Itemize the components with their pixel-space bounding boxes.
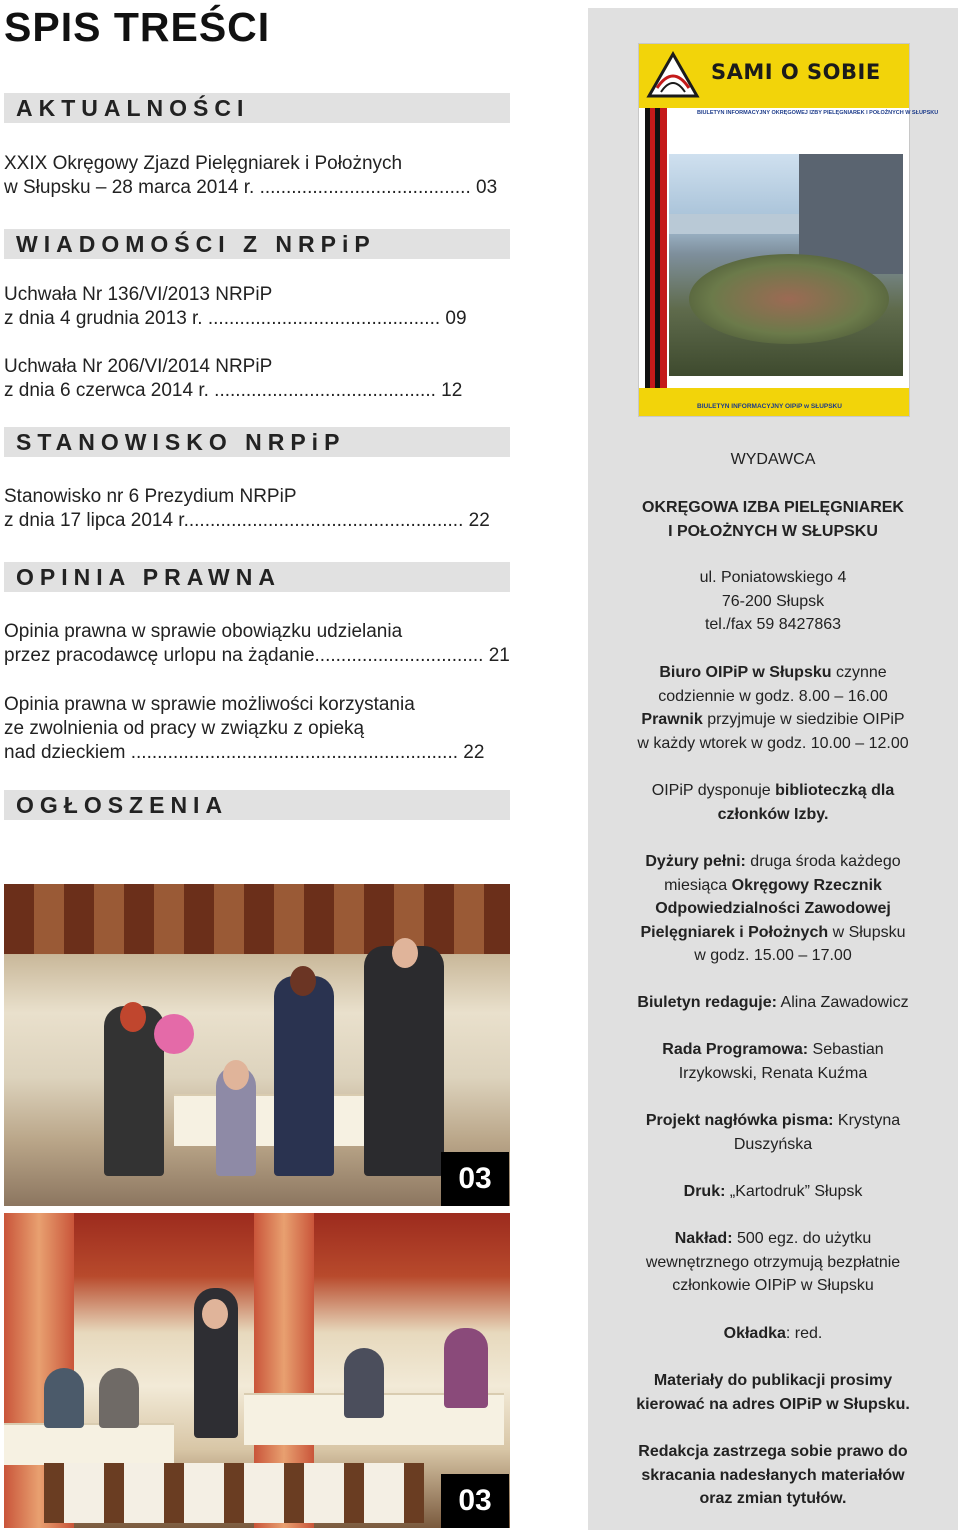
header-design-label: Projekt nagłówka pisma: <box>645 1112 834 1129</box>
lawyer-text: przyjmuje w siedzibie OIPiP <box>702 711 905 728</box>
toc-entry[interactable] <box>4 620 510 668</box>
cover-footer <box>639 388 909 416</box>
toc-entry-line: Uchwała Nr 206/VI/2014 NRPiP <box>4 356 273 377</box>
toc-entry-line: z dnia 6 czerwca 2014 r. .......................................... 12 <box>4 380 463 401</box>
office-hours-line <box>600 661 946 685</box>
phone-line[interactable]: tel./fax 59 8427863 <box>704 616 842 633</box>
duty-text: w Słupsku <box>828 923 906 941</box>
event-photo-1 <box>4 884 510 1206</box>
print-label: Druk: <box>683 1183 726 1200</box>
cover-text: : red. <box>785 1325 823 1342</box>
publisher-label-text: WYDAWCA <box>730 451 816 468</box>
lawyer-label: Prawnik <box>641 711 703 728</box>
office-hours <box>600 661 946 755</box>
building <box>669 214 799 234</box>
editor-note <box>600 991 946 1015</box>
materials-note <box>600 1369 946 1416</box>
cover-title: SAMI O SOBIE <box>711 60 881 84</box>
office-hours-time: codziennie w godz. 8.00 – 16.00 <box>658 687 888 705</box>
section-header-ogloszenia: OGŁOSZENIA <box>4 790 510 820</box>
lawyer-line <box>600 708 946 732</box>
library-bold: członków Izby. <box>717 805 829 823</box>
head <box>202 1299 228 1329</box>
chairs <box>44 1463 424 1523</box>
head <box>392 938 418 968</box>
toc-entry-line: nad dzieckiem .............................................................. 22 <box>4 742 485 763</box>
toc-entry-line: z dnia 4 grudnia 2013 r. ............................................ 09 <box>4 308 467 329</box>
duty-hours: w godz. 15.00 – 17.00 <box>694 947 852 964</box>
address-line: ul. Poniatowskiego 4 <box>699 569 847 586</box>
toc-entry-line: w Słupsku – 28 marca 2014 r. ........................................ 03 <box>4 177 498 198</box>
bulletin-cover <box>638 43 939 417</box>
toc-entry-line: z dnia 17 lipca 2014 r..................................................... 22 <box>4 510 490 531</box>
header-design-note <box>600 1109 946 1156</box>
duty-bold: Okręgowy Rzecznik <box>731 876 882 894</box>
person <box>444 1328 488 1408</box>
flowers <box>154 1014 194 1054</box>
cover-stripes <box>645 108 667 408</box>
header-design-name: Duszyńska <box>733 1135 813 1153</box>
council-label: Rada Programowa: <box>662 1041 809 1058</box>
person <box>364 946 444 1176</box>
toc-entry[interactable] <box>4 283 510 331</box>
reserve-line: Redakcja zastrzega sobie prawo do <box>638 1443 908 1460</box>
duty-text: miesiąca <box>664 876 732 894</box>
toc-entry-line: Uchwała Nr 136/VI/2013 NRPiP <box>4 284 273 305</box>
duty-bold: Pielęgniarek i Położnych <box>640 923 829 941</box>
publisher-name-line: I POŁOŻNYCH W SŁUPSKU <box>668 522 878 540</box>
duty-bold: Odpowiedzialności Zawodowej <box>655 900 891 917</box>
person <box>44 1368 84 1428</box>
run-text: 500 egz. do użytku <box>732 1230 872 1247</box>
page-number-badge: 03 <box>441 1474 509 1528</box>
office-text: czynne <box>831 664 887 681</box>
duty-label: Dyżury pełni: <box>645 853 746 870</box>
section-header-wiadomosci: WIADOMOŚCI Z NRPiP <box>4 229 510 259</box>
print-note <box>600 1180 946 1204</box>
publisher-label <box>600 448 946 472</box>
office-label: Biuro OIPiP w Słupsku <box>659 664 832 681</box>
cover-subtitle: BIULETYN INFORMACYJNY OKRĘGOWEJ IZBY PIELĘGNIAREK I POŁOŻNYCH W SŁUPSKU <box>697 110 939 116</box>
toc-entry[interactable] <box>4 693 510 765</box>
toc-entry-line: XXIX Okręgowy Zjazd Pielęgniarek i Położnych <box>4 153 403 174</box>
duty-text: druga środa każdego <box>745 853 901 870</box>
editor-label: Biuletyn redaguje: <box>637 994 777 1011</box>
toc-entry[interactable] <box>4 355 510 403</box>
cover-footer-text: BIULETYN INFORMACYJNY OIPiP w SŁUPSKU <box>697 403 842 410</box>
reserve-line: oraz zmian tytułów. <box>699 1490 847 1507</box>
run-label: Nakład: <box>674 1230 733 1247</box>
materials-line: Materiały do publikacji prosimy <box>653 1372 893 1389</box>
section-header-stanowisko: STANOWISKO NRPiP <box>4 427 510 457</box>
run-note <box>600 1227 946 1298</box>
editor-name: Alina Zawadowicz <box>776 994 909 1011</box>
cover-label: Okładka <box>723 1325 786 1342</box>
publisher-address <box>600 566 946 637</box>
run-text: członkowie OIPiP w Słupsku <box>672 1277 874 1294</box>
toc-entry[interactable] <box>4 485 510 533</box>
person <box>99 1368 139 1428</box>
section-header-aktualnosci: AKTUALNOŚCI <box>4 93 510 123</box>
toc-entry[interactable] <box>4 152 510 200</box>
table <box>4 1423 174 1465</box>
page-number-badge: 03 <box>441 1152 509 1206</box>
head <box>290 966 316 996</box>
person <box>274 976 334 1176</box>
council-note <box>600 1038 946 1085</box>
page-title: SPIS TREŚCI <box>4 4 271 50</box>
print-name: „Kartodruk” Słupsk <box>725 1183 863 1200</box>
event-photo-2 <box>4 1213 510 1528</box>
toc-entry-line: Stanowisko nr 6 Prezydium NRPiP <box>4 486 297 507</box>
reserve-note <box>600 1440 946 1511</box>
wallpaper <box>4 884 510 954</box>
toc-entry-line: Opinia prawna w sprawie obowiązku udzielania <box>4 621 403 642</box>
toc-entry-line: Opinia prawna w sprawie możliwości korzystania <box>4 694 415 715</box>
run-text: wewnętrznego otrzymują bezpłatnie <box>645 1253 901 1271</box>
head <box>120 1002 146 1032</box>
toc-entry-line: przez pracodawcę urlopu na żądanie................................ 21 <box>4 645 510 666</box>
header-design-name: Krystyna <box>833 1112 901 1129</box>
person <box>344 1348 384 1418</box>
section-header-opinia: OPINIA PRAWNA <box>4 562 510 592</box>
cover-photo <box>669 154 903 376</box>
council-names: Irzykowski, Renata Kuźma <box>678 1064 868 1082</box>
duty-note <box>600 850 946 968</box>
library-bold: biblioteczką dla <box>775 782 895 799</box>
crowd <box>689 254 889 344</box>
head <box>223 1060 249 1090</box>
library-note <box>600 779 946 826</box>
toc-entry-line: ze zwolnienia od pracy w związku z opieką <box>4 718 365 739</box>
address-line: 76-200 Słupsk <box>721 592 825 610</box>
reserve-line: skracania nadesłanych materiałów <box>641 1466 905 1484</box>
cover-logo-icon <box>645 50 701 100</box>
library-text: OIPiP dysponuje <box>651 782 776 799</box>
cover-note <box>600 1322 946 1346</box>
publisher-name <box>600 496 946 543</box>
materials-line: kierować na adres OIPiP w Słupsku. <box>636 1395 910 1413</box>
publisher-name-line: OKRĘGOWA IZBA PIELĘGNIAREK <box>642 499 904 516</box>
lawyer-hours: w każdy wtorek w godz. 10.00 – 12.00 <box>637 734 909 752</box>
council-names: Sebastian <box>808 1041 884 1058</box>
